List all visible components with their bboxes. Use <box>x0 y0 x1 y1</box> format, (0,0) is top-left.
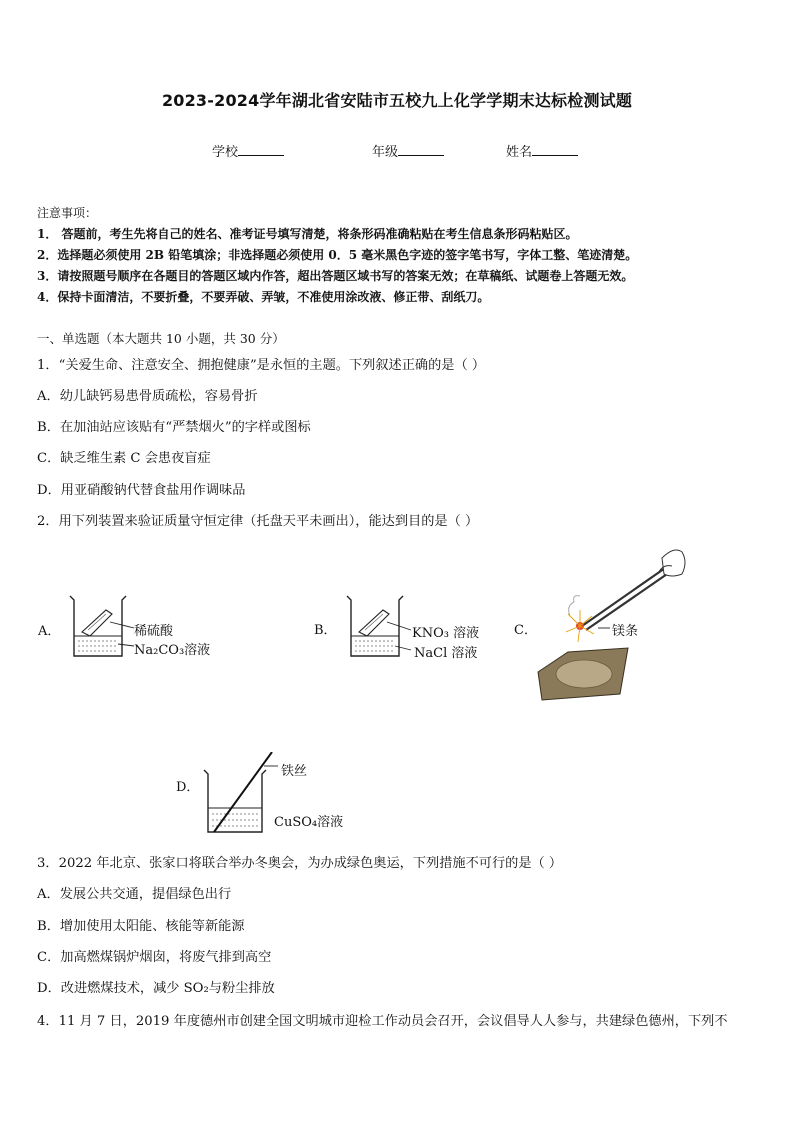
question-3-stem: 3．2022 年北京、张家口将联合举办冬奥会，为办成绿色奥运，下列措施不可行的是（ ） <box>37 856 563 871</box>
question-4-stem: 4．11 月 7 日，2019 年度德州市创建全国文明城市迎检工作动员会召开，会议倡导人人参与，共建绿色德州，下列不 <box>37 1014 728 1029</box>
grade-blank[interactable] <box>398 143 444 156</box>
beaker-b-label-top: KNO₃ 溶液 <box>412 626 480 641</box>
school-blank[interactable] <box>238 143 284 156</box>
school-field <box>212 141 284 160</box>
question-3-option-a[interactable]: A．发展公共交通，提倡绿色出行 <box>37 887 232 902</box>
beaker-a-label-bottom: Na₂CO₃溶液 <box>134 643 211 658</box>
question-3-option-c[interactable]: C．加高燃煤锅炉烟囱，将废气排到高空 <box>37 950 272 965</box>
notice-item: 1． 答题前，考生先将自己的姓名、准考证号填写清楚，将条形码准确粘贴在考生信息条形码粘贴区。 <box>37 227 578 241</box>
question-1-stem: 1．“关爱生命、注意安全、拥抱健康”是永恒的主题。下列叙述正确的是（ ） <box>37 358 486 373</box>
school-label: 学校 <box>212 145 239 160</box>
name-field <box>506 141 578 160</box>
question-1-option-a[interactable]: A．幼儿缺钙易患骨质疏松，容易骨折 <box>37 389 258 404</box>
notice-item: 2．选择题必须使用 2B 铅笔填涂；非选择题必须使用 0．5 毫米黑色字迹的签字笔书写，字体工整、笔迹清楚。 <box>37 248 638 262</box>
iron-wire-label: 铁丝 <box>281 764 308 779</box>
question-2-stem: 2．用下列装置来验证质量守恒定律（托盘天平未画出），能达到目的是（ ） <box>37 514 479 529</box>
grade-label: 年级 <box>372 145 399 160</box>
notice-item: 3．请按照题号顺序在各题目的答题区域内作答，超出答题区域书写的答案无效；在草稿纸、试题卷上答题无效。 <box>37 269 634 283</box>
notice-heading: 注意事项： <box>37 206 98 220</box>
section-heading: 一、单选题（本大题共 10 小题，共 30 分） <box>37 331 285 346</box>
question-3-option-b[interactable]: B．增加使用太阳能、核能等新能源 <box>37 919 245 934</box>
question-1-option-d[interactable]: D．用亚硝酸钠代替食盐用作调味品 <box>37 483 246 498</box>
question-2-option-c-letter[interactable]: C． <box>514 623 537 638</box>
question-2-option-a-letter[interactable]: A． <box>38 624 61 639</box>
copper-sulfate-label: CuSO₄溶液 <box>274 815 344 830</box>
name-blank[interactable] <box>532 143 578 156</box>
name-label: 姓名 <box>506 145 533 160</box>
question-2-option-d-letter[interactable]: D． <box>176 780 200 795</box>
question-1-option-b[interactable]: B．在加油站应该贴有“严禁烟火”的字样或图标 <box>37 420 311 435</box>
question-1-option-c[interactable]: C．缺乏维生素 C 会患夜盲症 <box>37 451 211 466</box>
notice-item: 4．保持卡面清洁，不要折叠，不要弄破、弄皱，不准使用涂改液、修正带、刮纸刀。 <box>37 290 490 304</box>
grade-field <box>372 141 444 160</box>
beaker-a-label-top: 稀硫酸 <box>134 624 174 639</box>
beaker-b-label-bottom: NaCl 溶液 <box>414 646 478 661</box>
page-title: 2023-2024学年湖北省安陆市五校九上化学学期末达标检测试题 <box>161 91 633 110</box>
question-3-option-d[interactable]: D．改进燃煤技术，减少 SO₂与粉尘排放 <box>37 981 275 996</box>
magnesium-label: 镁条 <box>612 624 639 639</box>
question-2-option-b-letter[interactable]: B． <box>314 623 337 638</box>
